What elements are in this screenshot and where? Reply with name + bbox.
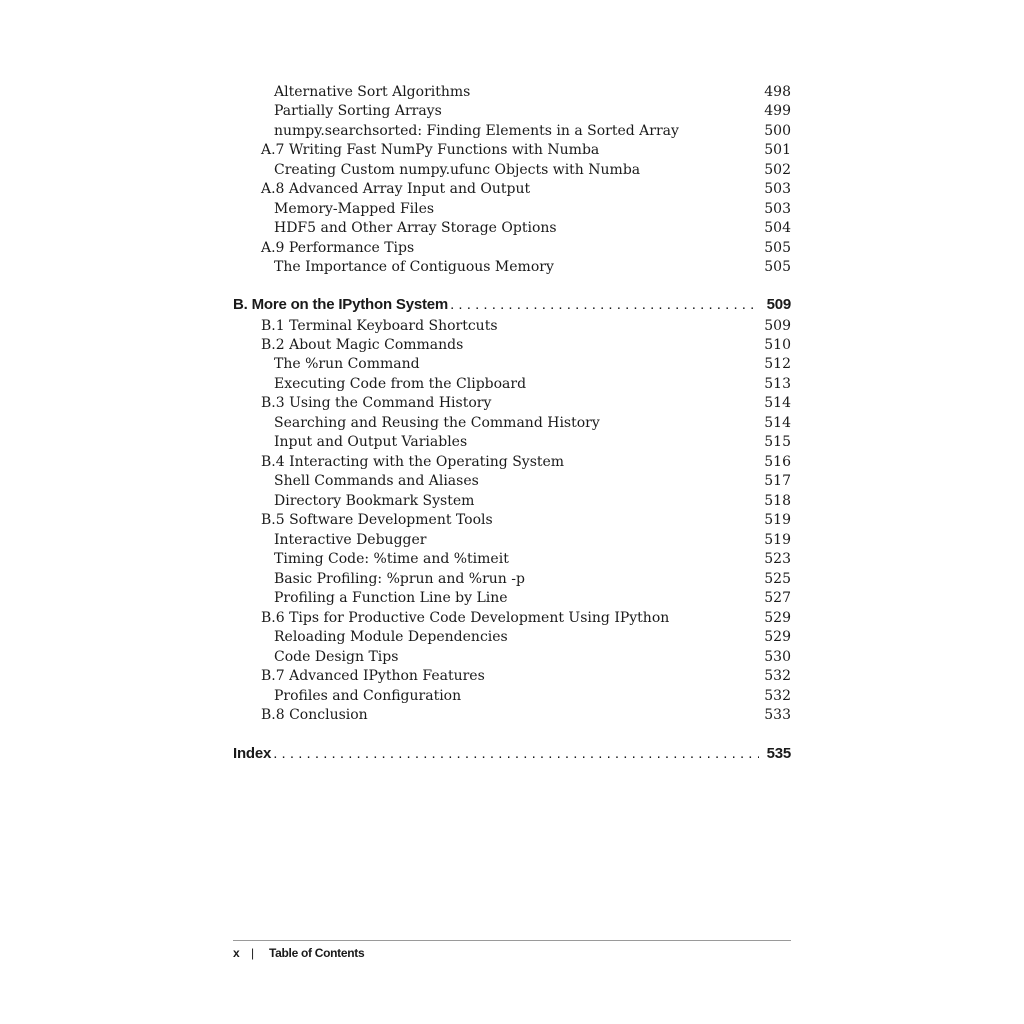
toc-entry-title: Executing Code from the Clipboard: [274, 376, 527, 392]
toc-entry-line-profiling[interactable]: [233, 588, 791, 608]
toc-entry-shell-commands[interactable]: [233, 471, 791, 491]
toc-entry-page: 513: [764, 376, 791, 392]
toc-entry-title: HDF5 and Other Array Storage Options: [274, 220, 557, 236]
toc-entry-hdf5[interactable]: [233, 218, 791, 238]
toc-entry-page: 529: [764, 610, 791, 626]
toc-entry-title: Memory-Mapped Files: [274, 201, 435, 217]
toc-entry-title: A.8 Advanced Array Input and Output: [261, 181, 531, 197]
toc-entry-partially-sorting-arrays[interactable]: [233, 101, 791, 121]
toc-chapter-index[interactable]: [233, 743, 791, 765]
toc-leader-dots: [273, 743, 758, 765]
toc-entry-title: A.7 Writing Fast NumPy Functions with Numba: [261, 142, 600, 158]
footer-divider: [233, 940, 791, 941]
toc-entry-page: 530: [764, 649, 791, 665]
toc-entry-page: 515: [764, 434, 791, 450]
toc-entry-memory-mapped-files[interactable]: [233, 199, 791, 219]
toc-entry-basic-profiling[interactable]: [233, 569, 791, 589]
toc-entry-run-command[interactable]: [233, 354, 791, 374]
toc-entry-page: 532: [764, 668, 791, 684]
toc-entry-page: 500: [764, 123, 791, 139]
toc-entry-a8[interactable]: [233, 179, 791, 199]
toc-entry-title: Alternative Sort Algorithms: [274, 84, 471, 100]
toc-entry-title: Basic Profiling: %prun and %run -p: [274, 571, 525, 587]
toc-entry-title: numpy.searchsorted: Finding Elements in a Sorted Array: [274, 123, 679, 139]
toc-entry-title: B.3 Using the Command History: [261, 395, 492, 411]
toc-entry-timing-code[interactable]: [233, 549, 791, 569]
toc-entry-page: 525: [764, 571, 791, 587]
toc-entry-title: Code Design Tips: [274, 649, 399, 665]
toc-chapter-b[interactable]: [233, 294, 791, 316]
toc-entry-b5[interactable]: [233, 510, 791, 530]
toc-entry-page: 519: [764, 512, 791, 528]
toc-entry-title: The %run Command: [274, 356, 420, 372]
toc-entry-page: 512: [764, 356, 791, 372]
toc-entry-page: 503: [764, 201, 791, 217]
toc-entry-title: B.8 Conclusion: [261, 707, 368, 723]
toc-entry-title: Profiling a Function Line by Line: [274, 590, 508, 606]
toc-entry-title: B.2 About Magic Commands: [261, 337, 464, 353]
toc-entry-a9[interactable]: [233, 238, 791, 258]
toc-entry-title: Interactive Debugger: [274, 532, 427, 548]
toc-entry-contiguous-memory[interactable]: [233, 257, 791, 277]
toc-entry-title: Directory Bookmark System: [274, 493, 475, 509]
toc-entry-title: B.5 Software Development Tools: [261, 512, 493, 528]
toc-chapter-title: B. More on the IPython System: [233, 296, 449, 313]
toc-entry-page: 527: [764, 590, 791, 606]
toc-entry-page: 504: [764, 220, 791, 236]
toc-entry-title: Reloading Module Dependencies: [274, 629, 508, 645]
toc-entry-page: 502: [764, 162, 791, 178]
toc-entry-page: 514: [764, 415, 791, 431]
toc-entry-page: 514: [764, 395, 791, 411]
toc-leader-dots: [450, 294, 759, 316]
toc-entry-page: 518: [764, 493, 791, 509]
toc-chapter-page: 535: [766, 745, 791, 762]
toc-entry-page: 529: [764, 629, 791, 645]
toc-entry-title: A.9 Performance Tips: [261, 240, 415, 256]
toc-entry-title: The Importance of Contiguous Memory: [274, 259, 554, 275]
toc-entry-title: Creating Custom numpy.ufunc Objects with Numba: [274, 162, 641, 178]
toc-chapter-title: Index: [233, 745, 272, 762]
toc-entry-b7[interactable]: [233, 666, 791, 686]
toc-entry-page: 505: [764, 259, 791, 275]
footer-section-label: Table of Contents: [269, 946, 365, 960]
toc-entry-title: B.7 Advanced IPython Features: [261, 668, 485, 684]
toc-entry-title: Searching and Reusing the Command History: [274, 415, 600, 431]
toc-entry-page: 505: [764, 240, 791, 256]
toc-entry-b4[interactable]: [233, 452, 791, 472]
toc-entry-reloading-modules[interactable]: [233, 627, 791, 647]
toc-entry-page: 510: [764, 337, 791, 353]
footer-page-number: x: [233, 946, 240, 960]
toc-entry-page: 532: [764, 688, 791, 704]
toc-entry-page: 519: [764, 532, 791, 548]
toc-entry-b6[interactable]: [233, 608, 791, 628]
toc-entry-title: Input and Output Variables: [274, 434, 468, 450]
toc-entry-page: 523: [764, 551, 791, 567]
toc-entry-profiles-configuration[interactable]: [233, 686, 791, 706]
toc-entry-debugger[interactable]: [233, 530, 791, 550]
toc-entry-page: 516: [764, 454, 791, 470]
footer-separator: |: [251, 946, 255, 960]
toc-entry-page: 517: [764, 473, 791, 489]
toc-entry-b8[interactable]: [233, 705, 791, 725]
toc-entry-title: Shell Commands and Aliases: [274, 473, 479, 489]
toc-entry-custom-ufunc[interactable]: [233, 160, 791, 180]
toc-entry-page: 498: [764, 84, 791, 100]
toc-entry-alternative-sort-algorithms[interactable]: [233, 82, 791, 102]
toc-entry-clipboard[interactable]: [233, 374, 791, 394]
toc-entry-title: Partially Sorting Arrays: [274, 103, 442, 119]
toc-entry-b2[interactable]: [233, 335, 791, 355]
toc-entry-title: B.6 Tips for Productive Code Development Using IPython: [261, 610, 670, 626]
toc-entry-code-design-tips[interactable]: [233, 647, 791, 667]
toc-entry-page: 509: [764, 318, 791, 334]
toc-entry-page: 499: [764, 103, 791, 119]
toc-entry-title: Profiles and Configuration: [274, 688, 462, 704]
toc-entry-page: 533: [764, 707, 791, 723]
toc-entry-io-variables[interactable]: [233, 432, 791, 452]
toc-entry-title: B.1 Terminal Keyboard Shortcuts: [261, 318, 498, 334]
toc-entry-command-history[interactable]: [233, 413, 791, 433]
toc-entry-b3[interactable]: [233, 393, 791, 413]
toc-entry-bookmark-system[interactable]: [233, 491, 791, 511]
toc-entry-searchsorted[interactable]: [233, 121, 791, 141]
toc-entry-title: Timing Code: %time and %timeit: [274, 551, 509, 567]
toc-entry-b1[interactable]: [233, 316, 791, 336]
toc-entry-page: 501: [764, 142, 791, 158]
toc-entry-a7[interactable]: [233, 140, 791, 160]
toc-entry-page: 503: [764, 181, 791, 197]
toc-chapter-page: 509: [766, 296, 791, 313]
toc-entry-title: B.4 Interacting with the Operating System: [261, 454, 565, 470]
